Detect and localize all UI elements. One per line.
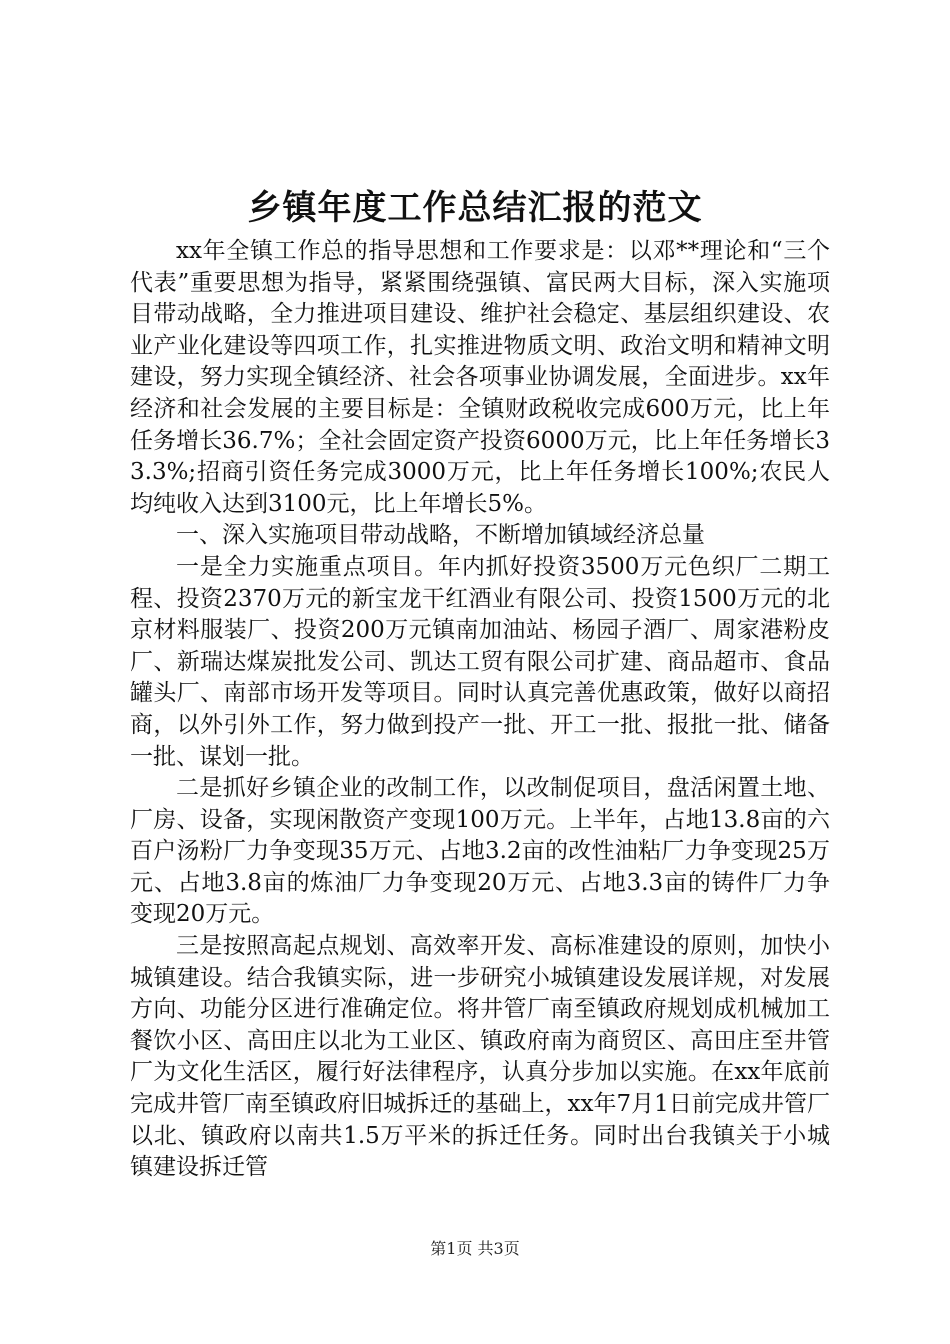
section-heading-1: 一、深入实施项目带动战略，不断增加镇域经济总量 [176,522,705,549]
paragraph-intro: xx年全镇工作总的指导思想和工作要求是：以邓**理论和“三个代表”重要思想为指导，紧紧围绕强镇、富民两大目标，深入实施项目带动战略，全力推进项目建设、维护社会稳定、基层组织建设、农业产业化建设等四项工作，扎实推进物质文明、政治文明和精神文明建设，努力实现全镇经济、社会各项事业协调发展，全面进步。xx年经济和社会发展的主要目标是：全镇财政税收完成600万元，比上年任务增长36.7%；全社会固定资产投资6000万元，比上年任务增长33.3%;招商引资任务完成3000万元，比上年任务增长100%;农民人均纯收入达到3100元，比上年增长5%。 [130,238,830,517]
document-title: 乡镇年度工作总结汇报的范文 [247,188,703,228]
paragraph-town-construction: 三是按照高起点规划、高效率开发、高标准建设的原则，加快小城镇建设。结合我镇实际，进一步研究小城镇建设发展详规，对发展方向、功能分区进行准确定位。将井管厂南至镇政府规划成机械加工餐饮小区、高田庄以北为工业区、镇政府南为商贸区、高田庄至井管厂为文化生活区，履行好法律程序，认真分步加以实施。在xx年底前完成井管厂南至镇政府旧城拆迁的基础上，xx年7月1日前完成井管厂以北、镇政府以南共1.5万平米的拆迁任务。同时出台我镇关于小城镇建设拆迁管 [130,933,830,1181]
page-footer: 第1页 共3页 [430,1239,520,1258]
paragraph-enterprise-reform: 二是抓好乡镇企业的改制工作，以改制促项目，盘活闲置土地、厂房、设备，实现闲散资产变现100万元。上半年，占地13.8亩的六百户汤粉厂力争变现35万元、占地3.2亩的改性油粘厂力争变现25万元、占地3.8亩的炼油厂力争变现20万元、占地3.3亩的铸件厂力争变现20万元。 [130,775,830,928]
paragraph-key-projects: 一是全力实施重点项目。年内抓好投资3500万元色织厂二期工程、投资2370万元的新宝龙干红酒业有限公司、投资1500万元的北京材料服装厂、投资200万元镇南加油站、杨园子酒厂、周家港粉皮厂、新瑞达煤炭批发公司、凯达工贸有限公司扩建、商品超市、食品罐头厂、南部市场开发等项目。同时认真完善优惠政策，做好以商招商，以外引外工作，努力做到投产一批、开工一批、报批一批、储备一批、谋划一批。 [130,553,830,770]
document-body [130,236,830,1184]
